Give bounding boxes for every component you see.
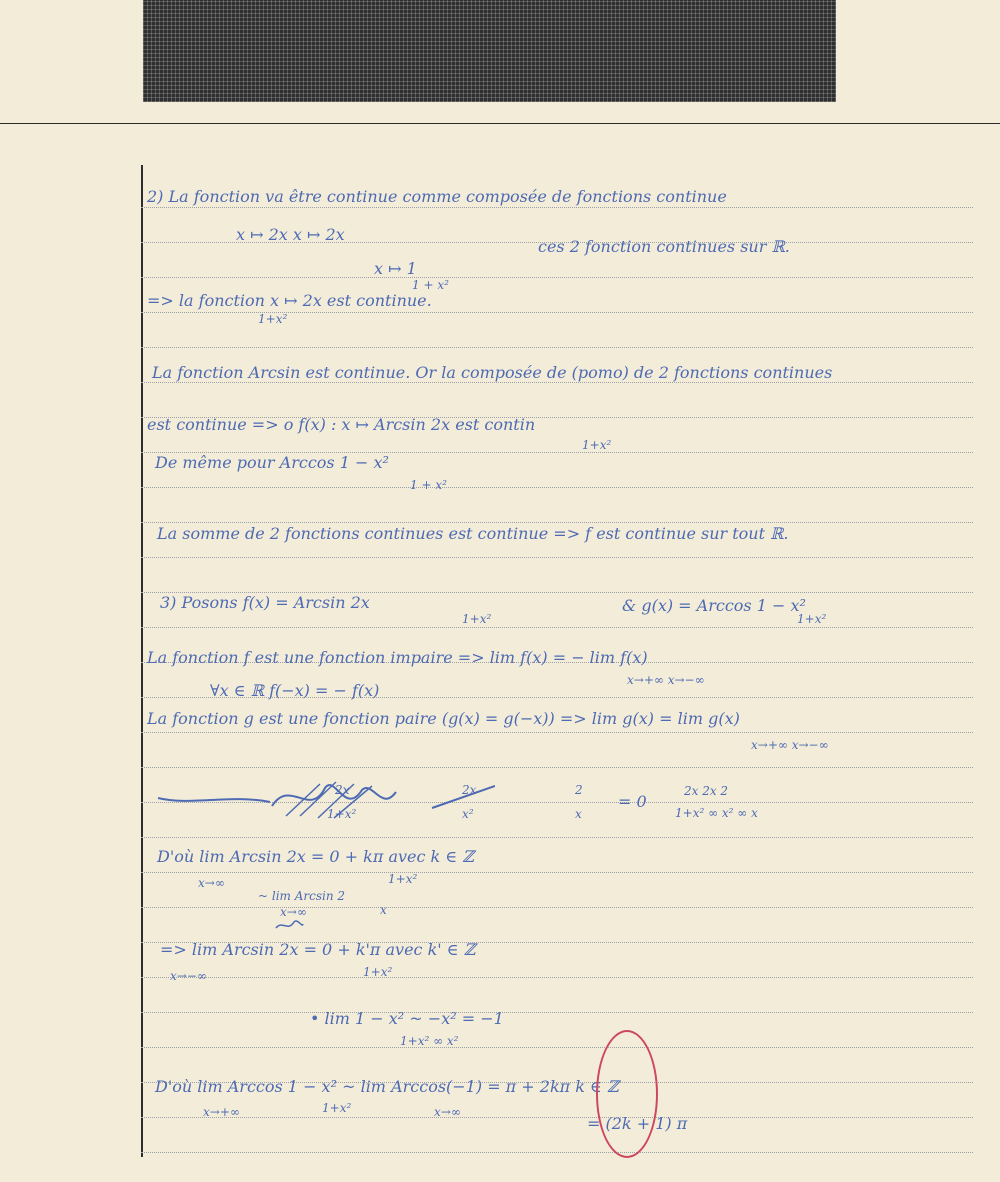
note-line: De même pour Arccos 1 − x² — [155, 453, 389, 472]
ruled-line — [141, 977, 973, 978]
ruled-line — [141, 522, 973, 523]
note-line: D'où lim Arcsin 2x = 0 + kπ avec k ∈ ℤ — [157, 847, 474, 866]
header-rule — [0, 123, 1000, 124]
note-line: 2) La fonction va être continue comme composée de fonctions continue — [147, 187, 727, 206]
note-line: x ↦ 2x x ↦ 2x — [236, 225, 345, 244]
note-line: => la fonction x ↦ 2x est continue. — [147, 291, 432, 310]
ruled-line — [141, 907, 973, 908]
note-line: x→∞ — [280, 905, 307, 919]
note-line: 1 + x² — [412, 278, 449, 292]
note-line: 1+x² — [797, 612, 827, 626]
crossed-out-scribble — [150, 778, 495, 838]
ruled-line — [141, 1117, 973, 1118]
note-line: x→+∞ x→−∞ — [627, 673, 705, 687]
note-line: La fonction Arcsin est continue. Or la composée de (pomo) de 2 fonctions continues — [152, 363, 833, 382]
ruled-line — [141, 732, 973, 733]
note-line: x→+∞ — [203, 1105, 240, 1119]
note-line: 2x — [335, 783, 350, 797]
note-line: 1+x² — [582, 438, 612, 452]
halftone-header-stamp — [143, 0, 836, 102]
note-line: x² — [462, 807, 474, 821]
red-ink-circle — [596, 1030, 658, 1158]
note-line: La fonction f est une fonction impaire => lim f(x) = − lim f(x) — [147, 648, 648, 667]
note-line: 1+x² ∞ x² ∞ x — [675, 806, 758, 820]
small-scribble — [274, 918, 304, 934]
note-line: 1+x² — [322, 1101, 352, 1115]
note-line: = 0 — [618, 792, 647, 811]
note-line: 1+x² — [327, 807, 357, 821]
note-line: x — [575, 807, 582, 821]
note-line: 1+x² — [462, 612, 492, 626]
note-line: ∀x ∈ ℝ f(−x) = − f(x) — [210, 681, 380, 700]
ruled-line — [141, 277, 973, 278]
ruled-line — [141, 767, 973, 768]
ruled-line — [141, 1047, 973, 1048]
ruled-line — [141, 487, 973, 488]
ruled-line — [141, 627, 973, 628]
note-line: est continue => o f(x) : x ↦ Arcsin 2x est contin — [147, 415, 536, 434]
note-line: x ↦ 1 — [374, 259, 417, 278]
ruled-line — [141, 872, 973, 873]
note-line: 1+x² ∞ x² — [400, 1034, 459, 1048]
note-line: 1+x² — [388, 872, 418, 886]
note-line: La somme de 2 fonctions continues est continue => f est continue sur tout ℝ. — [157, 524, 789, 543]
note-line: D'où lim Arccos 1 − x² ~ lim Arccos(−1) = π + 2kπ k ∈ ℤ — [155, 1077, 619, 1096]
note-line: 1+x² — [258, 312, 288, 326]
note-line: x→−∞ — [170, 969, 207, 983]
note-line: 2x — [462, 783, 477, 797]
note-line: ces 2 fonction continues sur ℝ. — [538, 237, 790, 256]
note-line: • lim 1 − x² ~ −x² = −1 — [310, 1009, 504, 1028]
note-line: ~ lim Arcsin 2 — [258, 889, 346, 903]
ruled-line — [141, 382, 973, 383]
note-line: x→∞ — [198, 876, 225, 890]
note-line: 2 — [575, 783, 583, 797]
ruled-line — [141, 1152, 973, 1153]
note-line: => lim Arcsin 2x = 0 + k'π avec k' ∈ ℤ — [160, 940, 476, 959]
ruled-line — [141, 347, 973, 348]
note-line: 1 + x² — [410, 478, 447, 492]
note-line: & g(x) = Arccos 1 − x² — [622, 596, 806, 615]
ruled-line — [141, 1012, 973, 1013]
note-line: 2x 2x 2 — [684, 784, 729, 798]
note-line: 1+x² — [363, 965, 393, 979]
note-line: x — [380, 903, 387, 917]
note-line: x→+∞ x→−∞ — [751, 738, 829, 752]
note-line: = (2k + 1) π — [587, 1114, 688, 1133]
note-line: x→∞ — [434, 1105, 461, 1119]
ruled-line — [141, 557, 973, 558]
ruled-line — [141, 207, 973, 208]
note-line: 3) Posons f(x) = Arcsin 2x — [160, 593, 370, 612]
note-line: La fonction g est une fonction paire (g(x) = g(−x)) => lim g(x) = lim g(x) — [147, 709, 740, 728]
